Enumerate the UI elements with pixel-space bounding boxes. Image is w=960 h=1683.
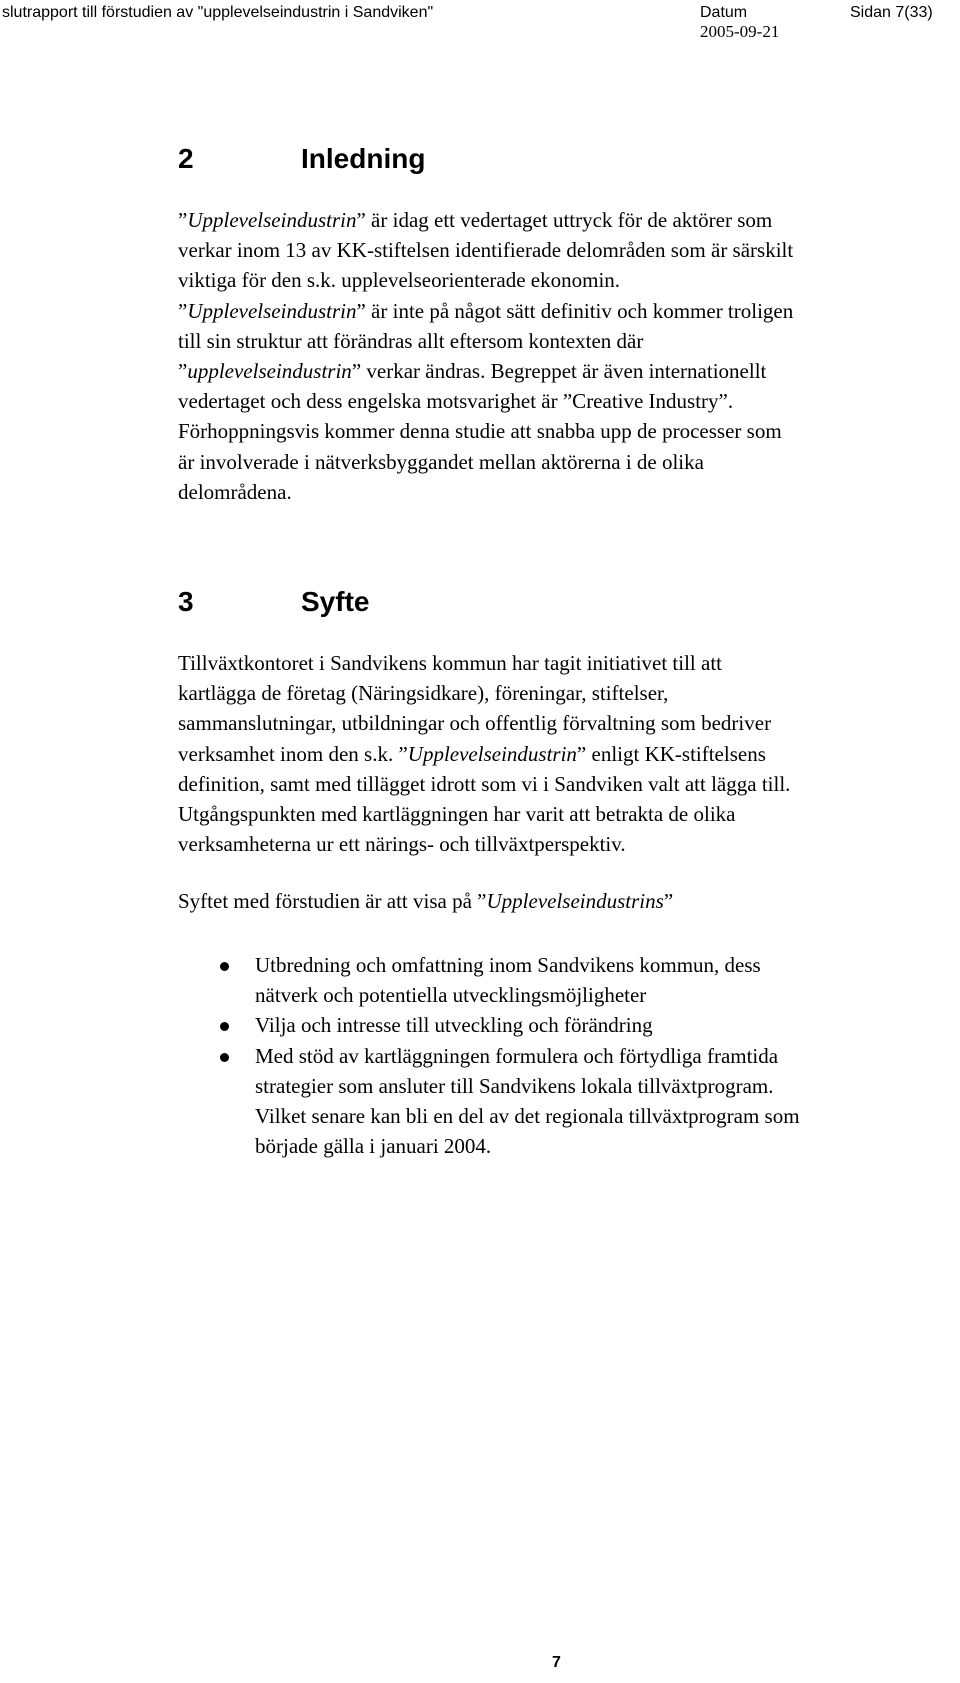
purpose-line	[178, 886, 938, 916]
paragraph-syfte	[178, 648, 938, 859]
date-label: Datum	[700, 4, 748, 21]
emphasized-term: upplevelseindustrin	[187, 359, 352, 384]
line-text: är involverade i nätverksbyggandet mellan aktörerna i de olika	[178, 449, 704, 474]
line-text: verksamhet inom den s.k. ”	[178, 741, 408, 766]
bullet-text-line: Vilja och intresse till utveckling och förändring	[255, 1013, 653, 1038]
text-line	[178, 799, 938, 829]
line-text: ”	[178, 359, 188, 384]
section-heading-inledning	[178, 142, 425, 176]
text-line	[178, 829, 938, 859]
text-line	[178, 326, 938, 356]
purpose-emphasis: Upplevelseindustrins	[486, 889, 664, 913]
bullet-text-line: Vilket senare kan bli en del av det regionala tillväxtprogram som	[255, 1104, 800, 1129]
text-line	[178, 356, 938, 386]
section-number: 3	[178, 586, 194, 617]
line-text: ” är inte på något sätt definitiv och kommer troligen	[356, 298, 794, 323]
line-text: ” verkar ändras. Begreppet är även internationellt	[351, 359, 767, 384]
section-number: 2	[178, 143, 194, 174]
purpose-text-end: ”	[663, 889, 674, 913]
line-text: ”	[178, 208, 188, 232]
emphasized-term: Upplevelseindustrin	[407, 741, 577, 766]
line-text: delområdena.	[178, 479, 292, 504]
purpose-bullet-list	[178, 950, 938, 1161]
bullet-item	[178, 1010, 938, 1040]
emphasized-term: Upplevelseindustrin	[187, 298, 357, 323]
bullet-text-line: Utbredning och omfattning inom Sandvikens kommun, dess	[255, 953, 761, 977]
line-text: ” är idag ett vedertaget uttryck för de aktörer som	[356, 208, 773, 232]
line-text: viktiga för den s.k. upplevelseorienterade ekonomin.	[178, 268, 621, 293]
text-line	[178, 769, 938, 799]
bullet-text-line: nätverk och potentiella utvecklingsmöjligheter	[255, 983, 647, 1008]
bullet-text-line: Med stöd av kartläggningen formulera och förtydliga framtida	[255, 1043, 779, 1068]
text-line	[178, 265, 938, 295]
bullet-text-line: började gälla i januari 2004.	[255, 1134, 492, 1159]
page-number: 7	[552, 1654, 561, 1671]
section-title: Inledning	[301, 143, 426, 174]
line-text: vedertaget och dess engelska motsvarighet är ”Creative Industry”.	[178, 389, 734, 414]
line-text: ” enligt KK-stiftelsens	[576, 741, 766, 766]
text-line	[178, 708, 938, 738]
section-heading-syfte	[178, 585, 369, 619]
text-line	[178, 648, 938, 678]
line-text: verkar inom 13 av KK-stiftelsen identifierade delområden som är särskilt	[178, 238, 794, 263]
bullet-icon	[220, 1053, 229, 1062]
line-text: ”	[178, 298, 188, 323]
text-line	[178, 235, 938, 265]
line-text: verksamheterna ur ett närings- och tillväxtperspektiv.	[178, 832, 626, 857]
line-text: till sin struktur att förändras allt eftersom kontexten där	[178, 328, 644, 353]
line-text: definition, samt med tillägget idrott som vi i Sandviken valt att lägga till.	[178, 771, 791, 796]
bullet-item	[178, 950, 938, 1010]
text-line	[178, 296, 938, 326]
text-line	[178, 205, 938, 235]
text-line	[178, 678, 938, 708]
line-text: kartlägga de företag (Näringsidkare), föreningar, stiftelser,	[178, 681, 669, 706]
section-title: Syfte	[301, 586, 370, 617]
emphasized-term: Upplevelseindustrin	[187, 208, 357, 232]
line-text: sammanslutningar, utbildningar och offentlig förvaltning som bedriver	[178, 711, 772, 736]
text-line	[178, 386, 938, 416]
purpose-text: Syftet med förstudien är att visa på ”	[178, 889, 487, 913]
date-value: 2005-09-21	[700, 22, 780, 41]
text-line	[178, 477, 938, 507]
text-line	[178, 447, 938, 477]
line-text: Tillväxtkontoret i Sandvikens kommun har tagit initiativet till att	[178, 651, 723, 675]
page-indicator: Sidan 7(33)	[850, 4, 933, 21]
text-line	[178, 739, 938, 769]
bullet-icon	[220, 1022, 229, 1031]
line-text: Utgångspunkten med kartläggningen har varit att betrakta de olika	[178, 802, 736, 827]
bullet-item	[178, 1041, 938, 1162]
paragraph-inledning	[178, 205, 938, 507]
bullet-text-line: strategier som ansluter till Sandvikens lokala tillväxtprogram.	[255, 1073, 774, 1098]
line-text: Förhoppningsvis kommer denna studie att snabba upp de processer som	[178, 419, 782, 444]
document-title: slutrapport till förstudien av "upplevelseindustrin i Sandviken"	[2, 4, 434, 21]
bullet-icon	[220, 962, 229, 971]
text-line	[178, 416, 938, 446]
